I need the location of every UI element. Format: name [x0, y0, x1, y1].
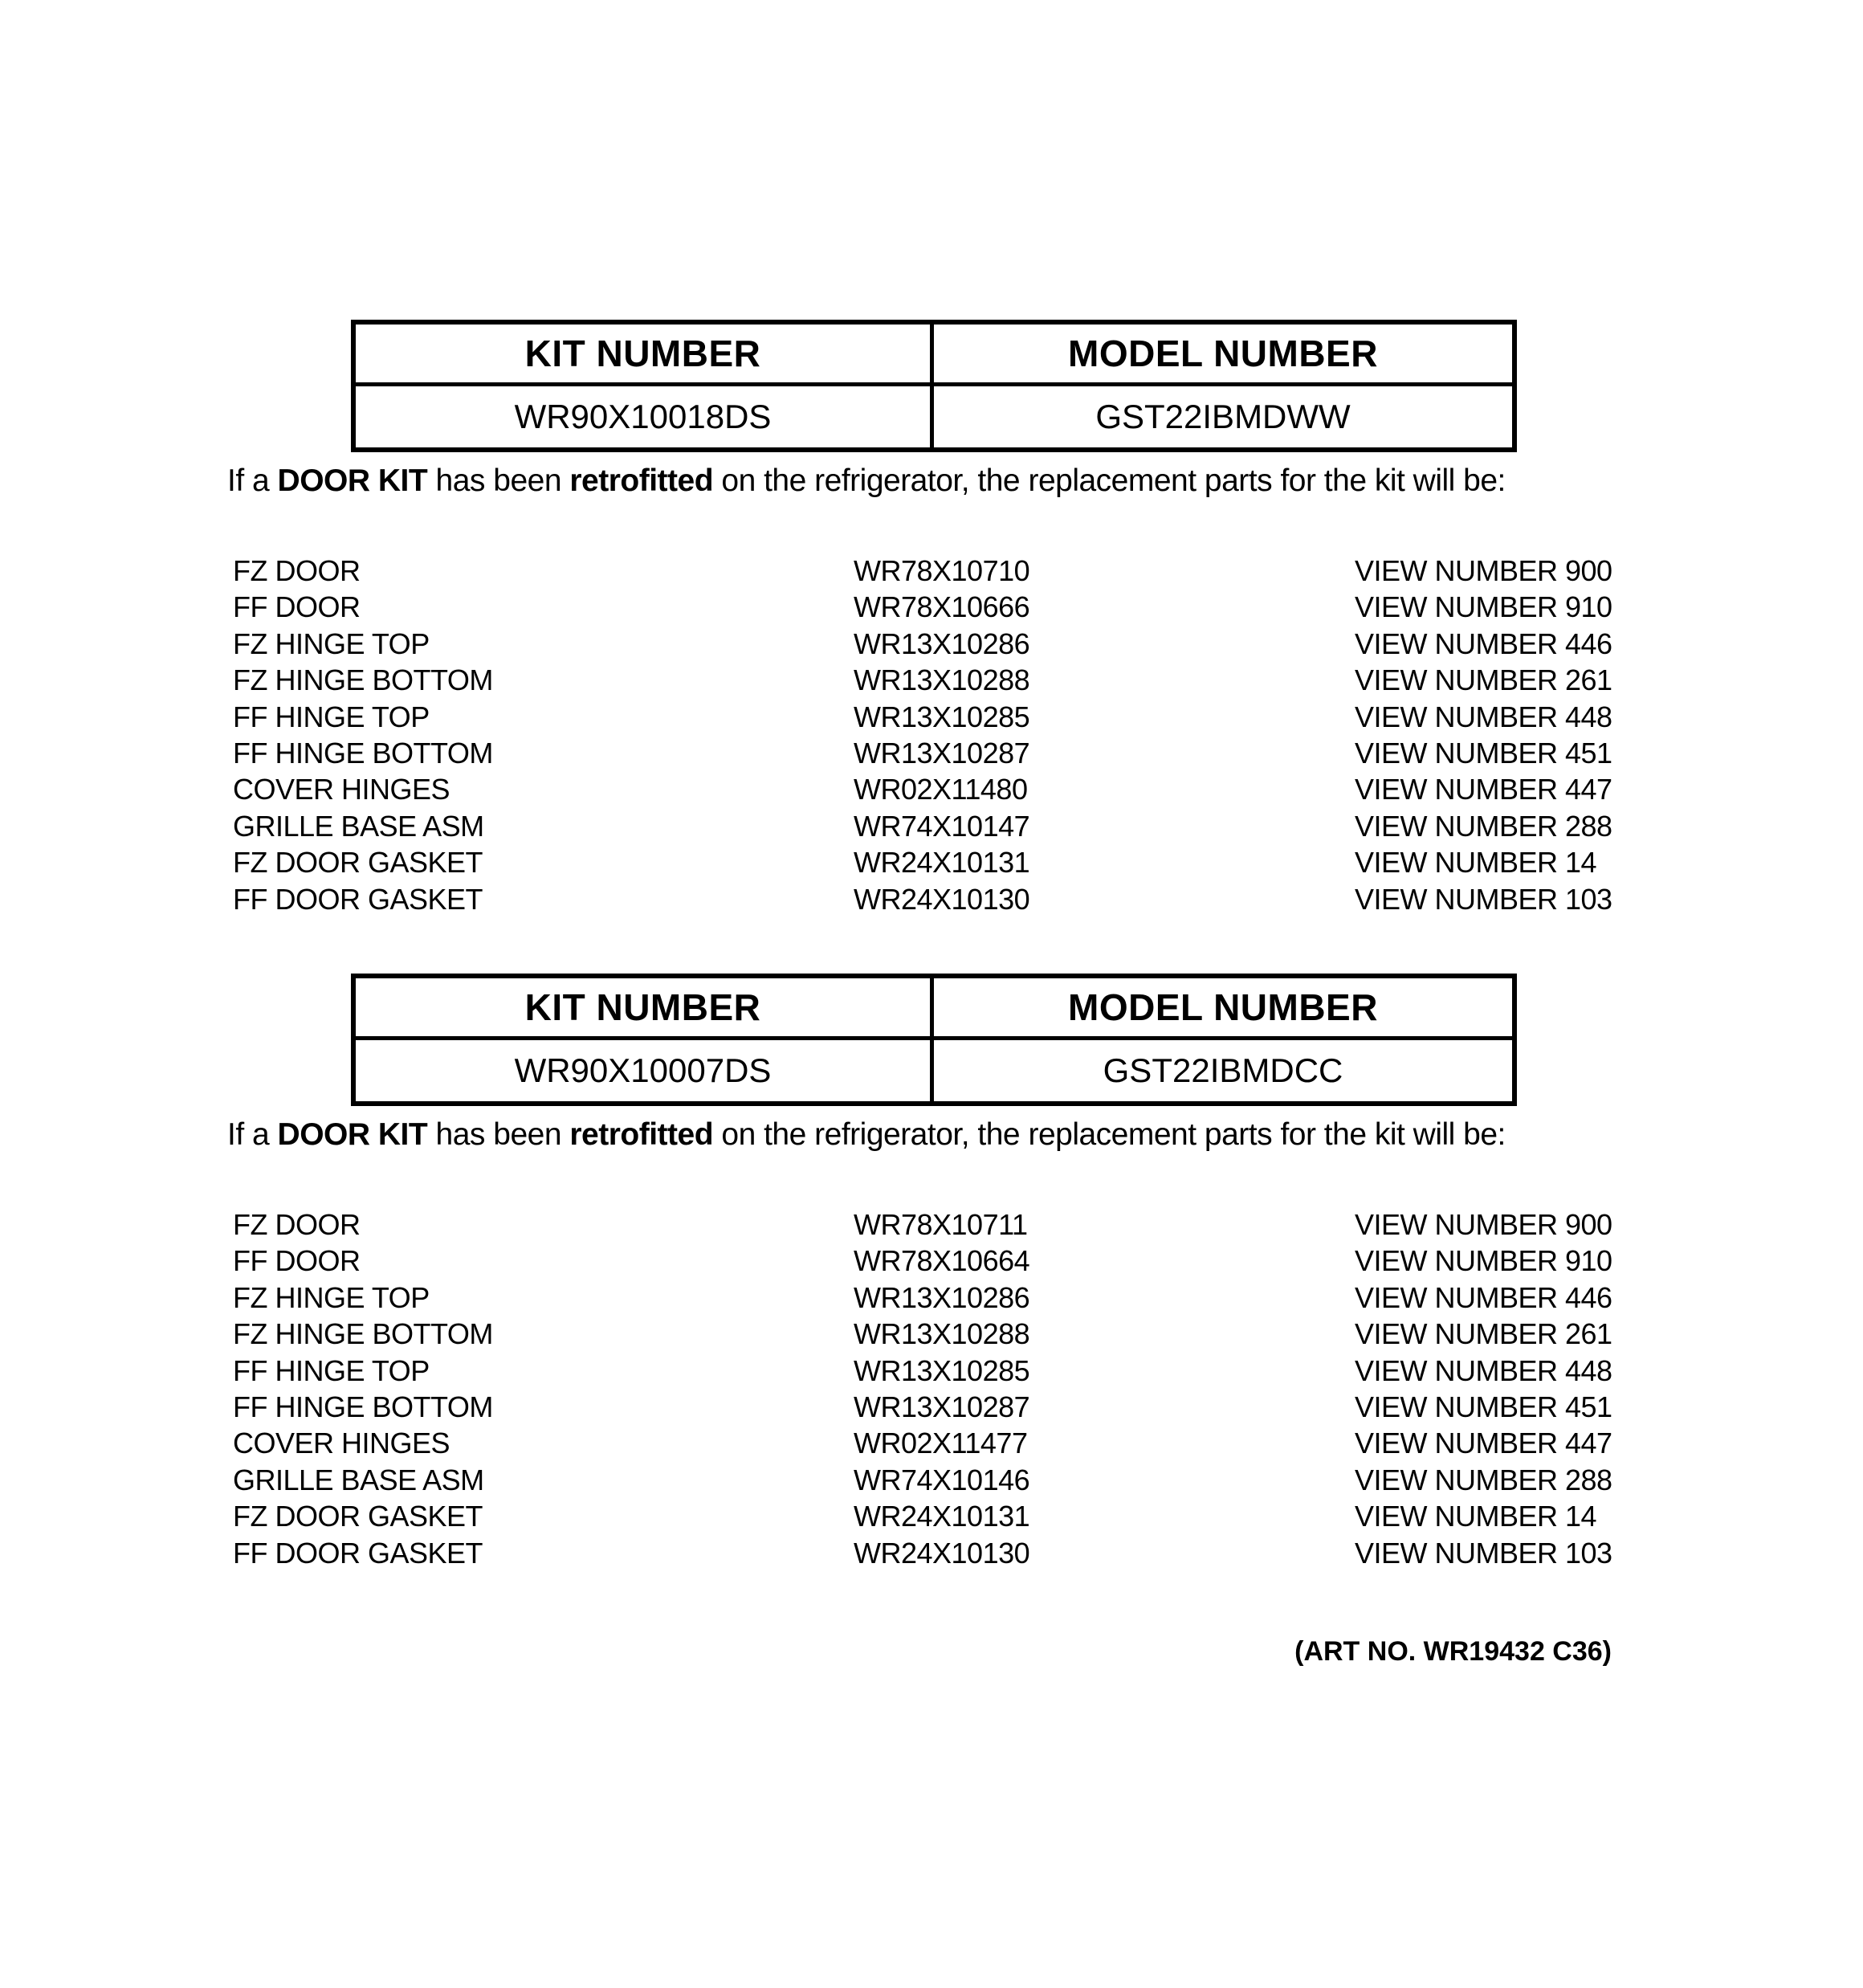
kit-section-1 [0, 320, 1863, 962]
part-number: WR24X10130 [854, 1536, 1030, 1570]
view-number: VIEW NUMBER 910 [1355, 590, 1612, 624]
view-number: VIEW NUMBER 451 [1355, 1390, 1612, 1423]
model-number-value: GST22IBMDCC [1103, 1051, 1343, 1089]
parts-row [233, 1389, 1670, 1425]
part-name: FZ HINGE BOTTOM [233, 663, 493, 697]
view-number: VIEW NUMBER 288 [1355, 1463, 1612, 1496]
parts-row [233, 1498, 1670, 1534]
sentence-text: has been [427, 463, 570, 498]
parts-row [233, 1535, 1670, 1571]
parts-row [233, 553, 1670, 589]
view-number: VIEW NUMBER 448 [1355, 1353, 1612, 1387]
part-number: WR13X10288 [854, 1317, 1030, 1351]
part-name: FZ DOOR GASKET [233, 846, 483, 880]
part-number: WR78X10710 [854, 554, 1030, 587]
view-number: VIEW NUMBER 446 [1355, 1280, 1612, 1314]
part-number: WR13X10285 [854, 700, 1030, 733]
view-number: VIEW NUMBER 447 [1355, 1427, 1612, 1460]
part-name: FF DOOR [233, 590, 361, 624]
part-name: FF DOOR GASKET [233, 1536, 483, 1570]
part-number: WR78X10711 [854, 1208, 1028, 1241]
part-number: WR78X10664 [854, 1244, 1030, 1278]
sentence-bold-retrofitted: retrofitted [569, 1117, 714, 1152]
part-number: WR78X10666 [854, 590, 1030, 624]
view-number: VIEW NUMBER 900 [1355, 554, 1612, 587]
view-number: VIEW NUMBER 451 [1355, 736, 1612, 769]
kit-model-table-2 [351, 974, 1517, 1106]
sentence-bold-door-kit: DOOR KIT [277, 1117, 428, 1152]
kit-section-2 [0, 974, 1863, 1616]
view-number: VIEW NUMBER 103 [1355, 1536, 1612, 1570]
part-name: FF DOOR [233, 1244, 361, 1278]
part-name: FZ HINGE TOP [233, 627, 430, 660]
view-number: VIEW NUMBER 261 [1355, 663, 1612, 697]
model-number-header: MODEL NUMBER [934, 978, 1512, 1040]
sentence-bold-retrofitted: retrofitted [569, 463, 714, 498]
view-number: VIEW NUMBER 446 [1355, 627, 1612, 660]
view-number: VIEW NUMBER 900 [1355, 1208, 1612, 1241]
parts-row [233, 1462, 1670, 1498]
view-number: VIEW NUMBER 14 [1355, 1500, 1597, 1533]
part-name: FF HINGE TOP [233, 1353, 430, 1387]
kit-model-table-1 [351, 320, 1517, 452]
parts-row [233, 844, 1670, 880]
part-name: FZ DOOR [233, 554, 361, 587]
parts-row [233, 881, 1670, 917]
parts-row [233, 626, 1670, 662]
parts-row [233, 1280, 1670, 1316]
view-number: VIEW NUMBER 14 [1355, 846, 1597, 880]
model-number-value: GST22IBMDWW [1095, 398, 1351, 435]
parts-row [233, 589, 1670, 625]
sentence-bold-door-kit: DOOR KIT [277, 463, 428, 498]
view-number: VIEW NUMBER 261 [1355, 1317, 1612, 1351]
part-number: WR02X11480 [854, 773, 1028, 806]
view-number: VIEW NUMBER 448 [1355, 700, 1612, 733]
part-number: WR13X10286 [854, 627, 1030, 660]
parts-row [233, 1353, 1670, 1389]
sentence-text: If a [227, 1117, 278, 1152]
parts-row [233, 1425, 1670, 1461]
art-number: (ART NO. WR19432 C36) [1294, 1636, 1612, 1667]
parts-list-2 [233, 1206, 1670, 1571]
parts-row [233, 662, 1670, 698]
kit-number-value: WR90X10007DS [356, 1040, 934, 1101]
parts-row [233, 735, 1670, 771]
retrofit-note [227, 1117, 1506, 1153]
view-number: VIEW NUMBER 447 [1355, 773, 1612, 806]
part-name: FZ DOOR GASKET [233, 1500, 483, 1533]
part-name: FZ HINGE TOP [233, 1280, 430, 1314]
model-number-header: MODEL NUMBER [934, 325, 1512, 386]
part-number: WR24X10130 [854, 882, 1030, 916]
kit-number-header: KIT NUMBER [356, 325, 934, 386]
part-name: COVER HINGES [233, 1427, 450, 1460]
part-number: WR24X10131 [854, 1500, 1030, 1533]
view-number: VIEW NUMBER 288 [1355, 809, 1612, 843]
part-name: FZ HINGE BOTTOM [233, 1317, 493, 1351]
sentence-text: on the refrigerator, the replacement parts for the kit will be: [713, 1117, 1506, 1152]
kit-number-value: WR90X10018DS [356, 386, 934, 447]
sentence-text: on the refrigerator, the replacement parts for the kit will be: [713, 463, 1506, 498]
part-name: FZ DOOR [233, 1208, 361, 1241]
parts-row [233, 699, 1670, 735]
parts-list-1 [233, 553, 1670, 917]
part-number: WR24X10131 [854, 846, 1030, 880]
view-number: VIEW NUMBER 910 [1355, 1244, 1612, 1278]
part-name: FF DOOR GASKET [233, 882, 483, 916]
part-name: GRILLE BASE ASM [233, 809, 484, 843]
part-number: WR13X10285 [854, 1353, 1030, 1387]
parts-row [233, 1206, 1670, 1243]
sentence-text: If a [227, 463, 278, 498]
part-number: WR74X10147 [854, 809, 1030, 843]
part-number: WR13X10287 [854, 1390, 1030, 1423]
kit-number-header: KIT NUMBER [356, 978, 934, 1040]
part-number: WR13X10288 [854, 663, 1030, 697]
parts-row [233, 771, 1670, 807]
part-name: FF HINGE BOTTOM [233, 1390, 493, 1423]
part-name: GRILLE BASE ASM [233, 1463, 484, 1496]
part-name: COVER HINGES [233, 773, 450, 806]
parts-row [233, 1316, 1670, 1352]
part-name: FF HINGE BOTTOM [233, 736, 493, 769]
sentence-text: has been [427, 1117, 570, 1152]
part-number: WR13X10286 [854, 1280, 1030, 1314]
part-name: FF HINGE TOP [233, 700, 430, 733]
view-number: VIEW NUMBER 103 [1355, 882, 1612, 916]
part-number: WR13X10287 [854, 736, 1030, 769]
retrofit-note [227, 463, 1506, 499]
part-number: WR02X11477 [854, 1427, 1028, 1460]
parts-row [233, 808, 1670, 844]
parts-row [233, 1243, 1670, 1279]
part-number: WR74X10146 [854, 1463, 1030, 1496]
